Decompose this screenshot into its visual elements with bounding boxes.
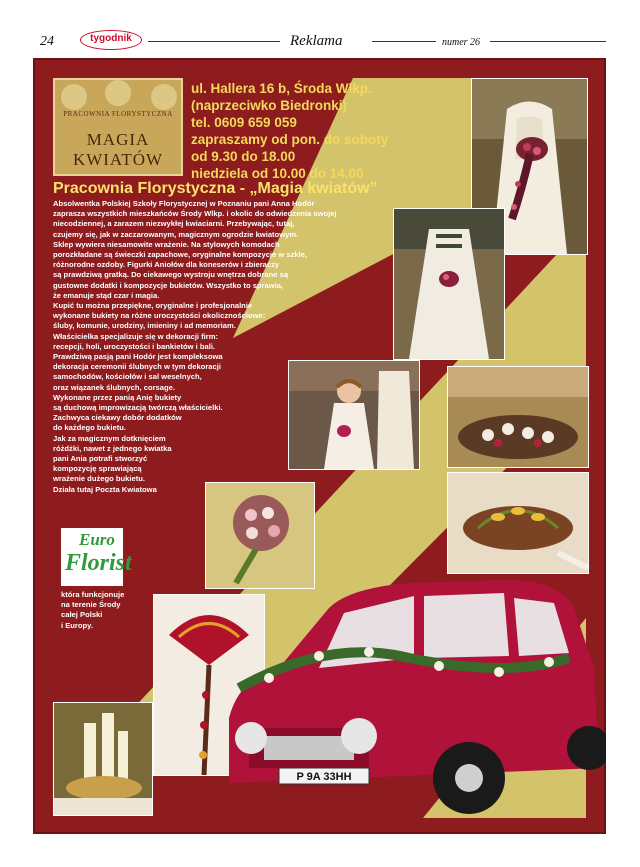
phone: tel. 0609 659 059 (191, 115, 297, 130)
body-line: oraz wiązanek ślubnych, corsage. (53, 382, 175, 392)
bottom-line: która funkcjonuje (61, 590, 125, 599)
body-line: różdżki, nawet z jednego kwiatka (53, 443, 172, 453)
logo-name-line2: KWIATÓW (72, 150, 164, 169)
landmark: (naprzeciwko Biedronki) (191, 98, 348, 113)
license-plate: P 9A 33HH (296, 771, 352, 783)
rose-ornament (151, 84, 177, 110)
bottom-note (61, 590, 124, 631)
body-line: Kupić tu można przepiękne, oryginalne i profesjonalnie (53, 301, 253, 311)
body-line: są prawdziwą gratką. Do ciekawego wystroju wnętrza dobrane są (53, 270, 289, 280)
body-line: porozkładane są świeczki zapachowe, oryginalne kompozycje w szkle, (53, 250, 308, 260)
photo-table-decoration (447, 366, 589, 468)
body-line: śluby, komunie, urodziny, imieniny i ad memoriam. (53, 321, 236, 331)
body-line: recepcji, holi, uroczystości i bankietów i bali. (53, 341, 216, 351)
body-line: Prawdziwą pasją pani Hodór jest kompleksowa (53, 352, 223, 362)
header-rule-mid (372, 41, 436, 42)
advertisement-panel (33, 58, 606, 834)
body-line: pani Ania potrafi stworzyć (53, 454, 148, 464)
section-title: Reklama (290, 33, 343, 49)
bottom-line: i Europy. (61, 620, 93, 630)
ad-headline: Pracownia Florystyczna - „Magia kwiatów” (53, 180, 378, 197)
hours-sunday: niedziela od 10.00 do 14.00 (191, 166, 364, 181)
photo-wedding-car (209, 568, 606, 834)
body-line: samochodów, kościołów i sal weselnych, (53, 372, 202, 382)
body-line: dekoracja ceremonii ślubnych w tym dekoracji (53, 362, 221, 372)
rose-ornament (105, 80, 131, 106)
body-line: Absolwentka Polskiej Szkoły Florystycznej w Poznaniu pani Anna Hodór (53, 199, 315, 208)
body-line: różnorodne ozdoby. Figurki Aniołów dla koneserów i zbieraczy (53, 260, 280, 270)
hours-weekdays: od 9.30 do 18.00 (191, 149, 296, 164)
body-line: zaprasza wszystkich mieszkańców Środy Wlkp. i okolic do odwiedzenia swojej (53, 209, 337, 219)
body-line: Działa tutaj Poczta Kwiatowa (53, 484, 157, 494)
issue-number: numer 26 (442, 37, 481, 48)
opening-invite: zapraszamy od pon. do soboty (191, 132, 389, 147)
body-line: Właścicielka specjalizuje się w dekoracji firm: (53, 331, 219, 341)
body-line: Jak za magicznym dotknięciem (53, 433, 166, 443)
photo-bride-small-bouquet (393, 208, 505, 360)
body-line: kompozycję sprawiającą (53, 464, 142, 474)
header-rule-left (148, 41, 280, 42)
logo-subtitle: PRACOWNIA FLORYSTYCZNA (63, 110, 173, 118)
body-line: że emanuje stąd czar i magia. (53, 290, 160, 300)
body-line: czujemy się, jak w zaczarowanym, magicznym ogrodzie kwiatowym. (53, 229, 299, 239)
photo-candles (53, 702, 153, 816)
body-line: Wykonane przez panią Anię bukiety (53, 392, 182, 402)
body-line: niecodziennej, a zarazem niezwykłej kwiaciarni. Przebywając, tutaj, (53, 219, 295, 229)
header-rule-right (490, 41, 606, 42)
euro-florist-logo (61, 528, 132, 586)
page-number: 24 (40, 34, 54, 49)
photo-flower-girl (288, 360, 420, 470)
body-line: wykonane bukiety na różne uroczystości okolicznościowe: (53, 311, 266, 321)
shop-logo (53, 78, 183, 176)
body-line: Zachwyca ciekawy dobór dodatków (53, 413, 182, 423)
contact-block (191, 80, 388, 182)
body-line: Sklep wywiera niesamowite wrażenie. Na stylowych komodach (53, 239, 280, 249)
photo-lily-arrangement (447, 472, 589, 574)
address: ul. Hallera 16 b, Środa Wlkp. (191, 81, 372, 96)
bottom-line: całej Polski (61, 610, 103, 620)
body-line: wrażenie dużego bukietu. (53, 474, 145, 484)
euro-logo-line2: Florist (65, 550, 132, 576)
bottom-line: na terenie Środy (61, 600, 121, 610)
body-line: są duchową improwizacją twórczą właścicielki. (53, 403, 223, 413)
newspaper-logo: tygodnik (80, 30, 142, 50)
body-line: do każdego bukietu. (53, 423, 126, 433)
rose-ornament (61, 84, 87, 110)
euro-logo-line1: Euro (79, 530, 115, 549)
logo-name-line1: MAGIA (86, 130, 150, 149)
page-header (0, 0, 640, 58)
body-line: gustowne dodatki i kompozycje bukietów. Wszystko to sprawia, (53, 280, 284, 290)
